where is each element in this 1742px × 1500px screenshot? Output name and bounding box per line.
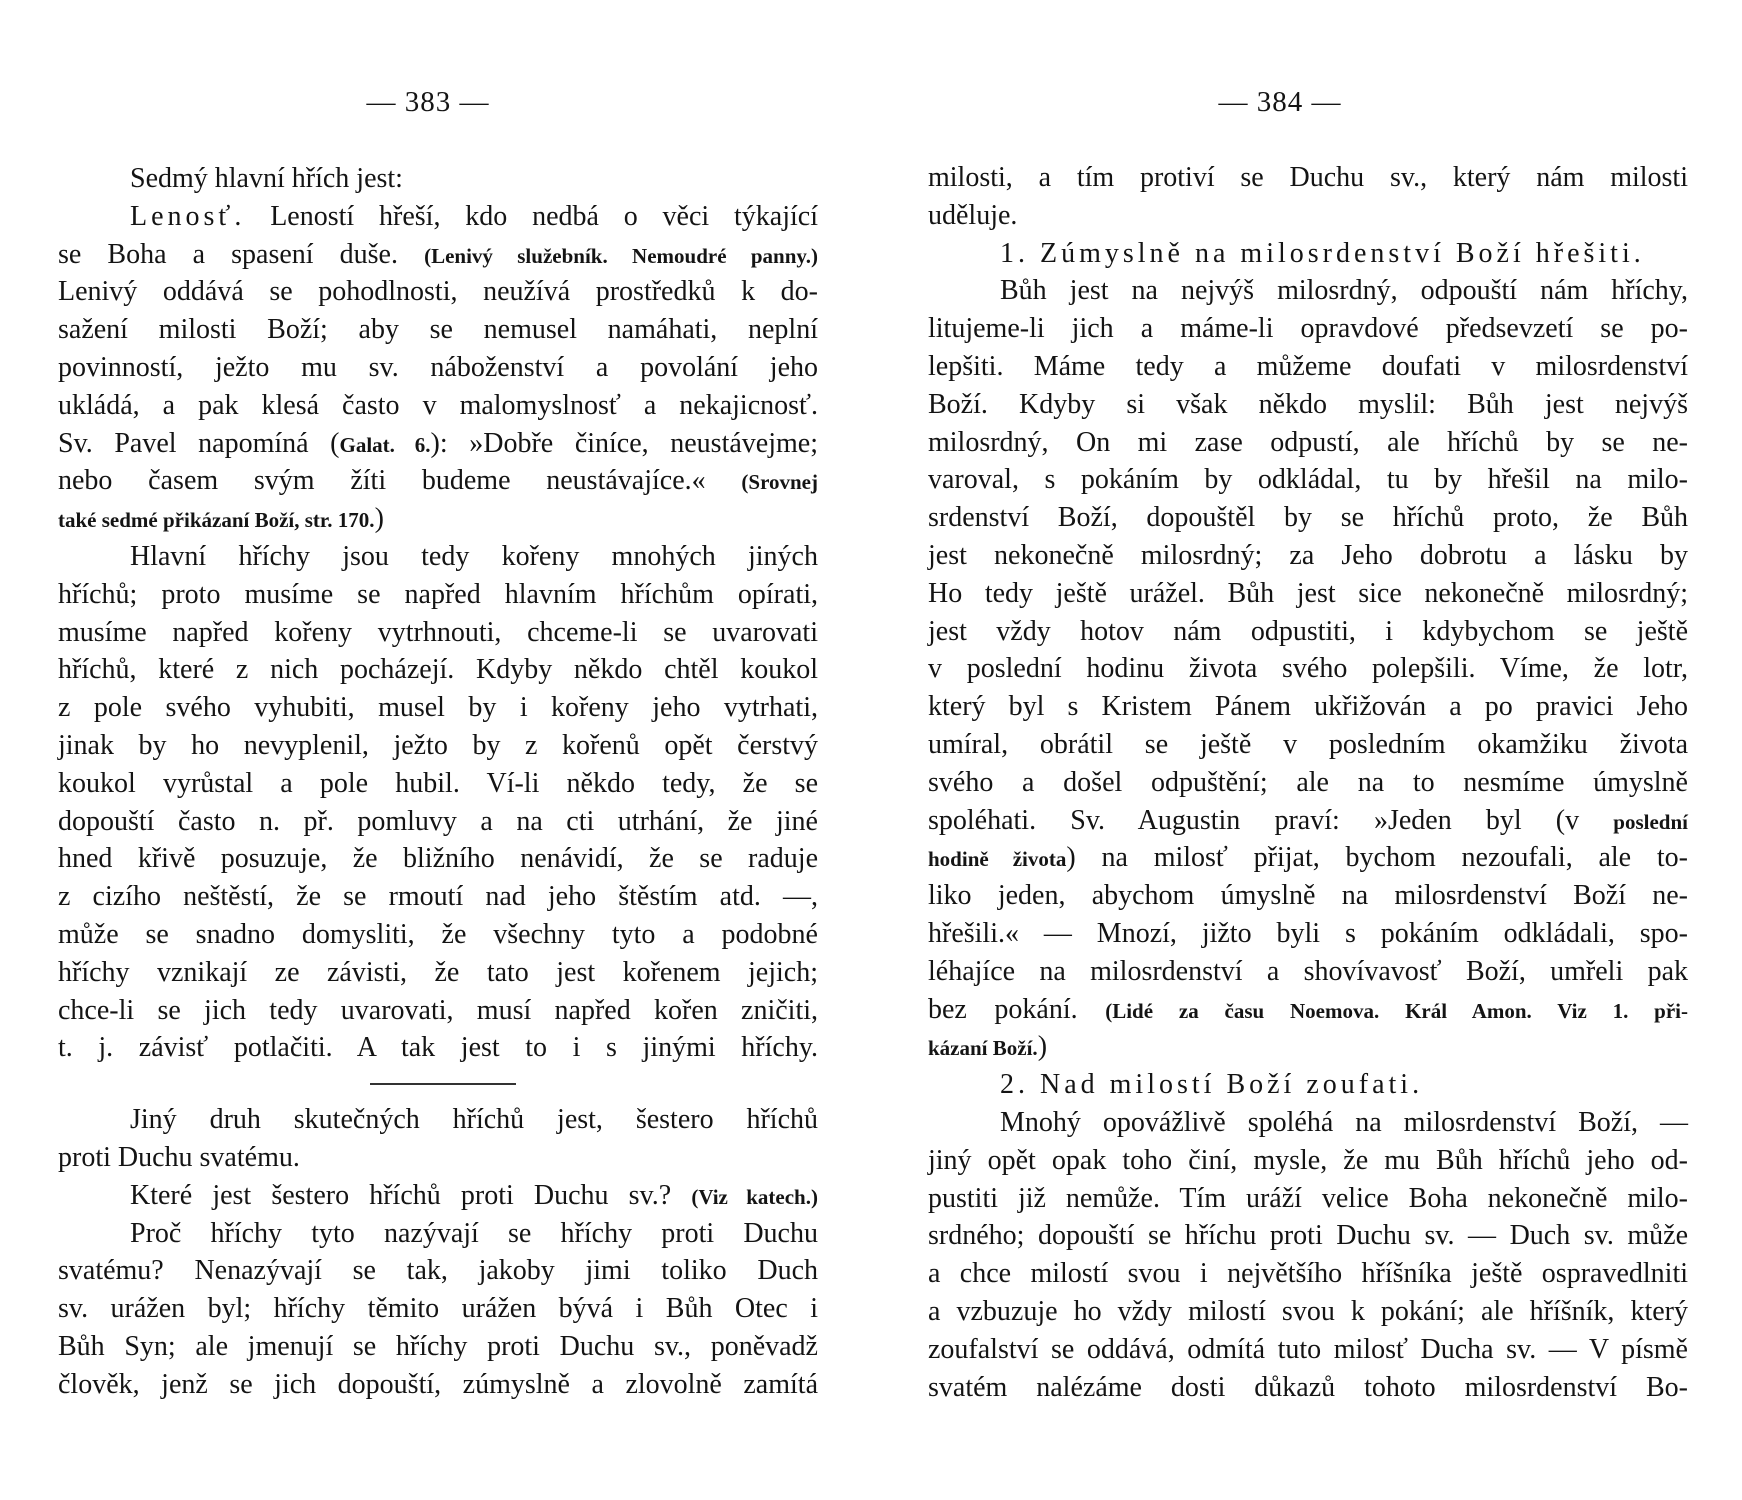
text-line: ukládá, a pak klesá často v malomyslnosť a nekajicnosť. <box>58 389 818 421</box>
text-line: se Boha a spasení duše. (Lenivý služebník. Nemoudré panny.) <box>58 238 818 270</box>
text-line: svatému? Nenazývají se tak, jakoby jimi toliko Duch <box>58 1255 818 1287</box>
text-line: srdenství Boží, dopouštěl by se hříchů proto, že Bůh <box>928 502 1688 534</box>
text-line: z cizího neštěstí, že se rmoutí nad jeho štěstím atd. —, <box>58 881 818 913</box>
text-line: Které jest šestero hříchů proti Duchu sv.? (Viz katech.) <box>130 1179 818 1211</box>
text-line: hříchy vznikají ze závisti, že tato jest kořenem jejich; <box>58 956 818 988</box>
text-line: a chce milostí svou i největšího hříšníka ještě ospravedlniti <box>928 1258 1688 1290</box>
text-line: Bůh Syn; ale jmenují se hříchy proti Duchu sv., poněvadž <box>58 1330 818 1362</box>
reference-note: také sedmé přikázaní Boží, str. 170. <box>58 508 375 533</box>
text-line: léhajíce na milosrdenství a shovívavosť Boží, umřeli pak <box>928 955 1688 987</box>
text-line: povinností, ježto mu sv. náboženství a povolání jeho <box>58 351 818 383</box>
page-number: — 384 — <box>1218 86 1342 118</box>
text-line: litujeme-li jich a máme-li opravdové předsevzetí se po- <box>928 313 1688 345</box>
text-line: jest vždy hotov nám odpustiti, i kdybychom se ještě <box>928 615 1688 647</box>
text-line: sv. urážen byl; hříchy těmito urážen bývá i Bůh Otec i <box>58 1293 818 1325</box>
text-line: Proč hříchy tyto nazývají se hříchy proti Duchu <box>130 1217 818 1249</box>
section-heading: 1. Zúmyslně na milosrdenství Boží hřešiti. <box>1000 237 1645 269</box>
text-line: liko jeden, abychom úmyslně na milosrdenství Boží ne- <box>928 880 1688 912</box>
reference-note: (Lidé za času Noemova. Král Amon. Viz 1. při- <box>1105 998 1689 1023</box>
text-line: nebo časem svým žíti budeme neustávajíce.« (Srovnej <box>58 465 818 497</box>
text-line: z pole svého vyhubiti, musel by i kořeny jeho vytrhati, <box>58 692 818 724</box>
text-line: srdného; dopouští se hříchu proti Duchu sv. — Duch sv. může <box>928 1220 1688 1252</box>
text-line: Hlavní hříchy jsou tedy kořeny mnohých jiných <box>130 540 818 572</box>
reference-note: (Viz katech.) <box>691 1184 818 1209</box>
text-line: Ho tedy ještě urážel. Bůh jest sice nekonečně milosrdný; <box>928 577 1688 609</box>
text-line: svatém nalézáme dosti důkazů tohoto milosrdenství Bo- <box>928 1371 1688 1403</box>
text-line: jinak by ho nevyplenil, ježto by z kořenů opět čerstvý <box>58 729 818 761</box>
text-line: musíme napřed kořeny vytrhnouti, chceme-li se uvarovati <box>58 616 818 648</box>
text-line: kázaní Boží.) <box>928 1031 1048 1063</box>
text-line: zoufalství se oddává, odmítá tuto milosť Ducha sv. — V písmě <box>928 1333 1688 1365</box>
text-line: svého a došel odpuštění; ale na to nesmíme úmyslně <box>928 766 1688 798</box>
text-line: dopouští často n. př. pomluvy a na cti utrhání, že jiné <box>58 805 818 837</box>
text-line: Sv. Pavel napomíná (Galat. 6.): »Dobře činíce, neustávejme; <box>58 427 818 459</box>
text-line: hříchů, které z nich pocházejí. Kdyby někdo chtěl koukol <box>58 654 818 686</box>
reference-note: (Lenivý služebník. Nemoudré panny.) <box>424 243 818 268</box>
page-text <box>58 160 818 1404</box>
reference-note: poslední <box>1613 809 1688 834</box>
text-line: hned křivě posuzuje, že bližního nenávidí, že se raduje <box>58 843 818 875</box>
text-line: koukol vyrůstal a pole hubil. Ví-li někdo tedy, že se <box>58 767 818 799</box>
section-heading: 2. Nad milostí Boží zoufati. <box>1000 1069 1424 1101</box>
text-line: milosti, a tím protiví se Duchu sv., který nám milosti <box>928 162 1688 193</box>
text-line: hřešili.« — Mnozí, jižto byli s pokáním odkládali, spo- <box>928 917 1688 949</box>
page-text <box>928 159 1688 1406</box>
text-line: Mnohý opovážlivě spoléhá na milosrdenství Boží, — <box>1000 1106 1688 1138</box>
text-line: pustiti již nemůže. Tím uráží velice Boha nekonečně milo- <box>928 1182 1688 1214</box>
text-line: umíral, obrátil se ještě v posledním okamžiku života <box>928 728 1688 760</box>
text-line: varoval, s pokáním by odkládal, tu by hřešil na milo- <box>928 464 1688 496</box>
text-line: a vzbuzuje ho vždy milostí svou k pokání; ale hříšník, který <box>928 1295 1688 1327</box>
spaced-term: Lenosť. <box>130 200 246 232</box>
text-line: spoléhati. Sv. Augustin praví: »Jeden byl (v poslední <box>928 804 1688 836</box>
text-line: Boží. Kdyby si však někdo myslil: Bůh jest nejvýš <box>928 388 1688 420</box>
text-line: Sedmý hlavní hřích jest: <box>130 163 403 194</box>
reference-note: hodině života <box>928 847 1067 872</box>
text-line: hříchů; proto musíme se napřed hlavním hříchům opírati, <box>58 578 818 610</box>
text-line: bez pokání. (Lidé za času Noemova. Král Amon. Viz 1. při- <box>928 993 1689 1025</box>
text-line: Lenosť. Leností hřeší, kdo nedbá o věci týkající <box>130 200 818 232</box>
text-line: milosrdný, On mi zase odpustí, ale hříchů by se ne- <box>928 426 1688 458</box>
text-line: sažení milosti Boží; aby se nemusel namáhati, neplní <box>58 314 818 346</box>
text-line: jest nekonečně milosrdný; za Jeho dobrotu a lásku by <box>928 539 1688 571</box>
text-line: lepšiti. Máme tedy a můžeme doufati v milosrdenství <box>928 350 1688 382</box>
text-line: chce-li se jich tedy uvarovati, musí napřed kořen zničiti, <box>58 994 818 1026</box>
text-line: v poslední hodinu života svého polepšili. Víme, že lotr, <box>928 653 1688 685</box>
text-line: uděluje. <box>928 199 1018 231</box>
text-line: který byl s Kristem Pánem ukřižován a po pravici Jeho <box>928 691 1688 723</box>
text-line: také sedmé přikázaní Boží, str. 170.) <box>58 503 384 535</box>
section-divider <box>370 1083 516 1085</box>
text-line: člověk, jenž se jich dopouští, zúmyslně a zlovolně zamítá <box>58 1368 818 1400</box>
reference-note: Galat. 6. <box>339 432 431 457</box>
text-line: může se snadno domysliti, že všechny tyto a podobné <box>58 918 818 950</box>
reference-note: (Srovnej <box>741 470 818 495</box>
text-line: proti Duchu svatému. <box>58 1141 300 1173</box>
text-line: Bůh jest na nejvýš milosrdný, odpouští nám hříchy, <box>1000 275 1688 307</box>
text-line: jiný opět opak toho činí, mysle, že mu Bůh hříchů jeho od- <box>928 1144 1688 1176</box>
text-line: t. j. závisť potlačiti. A tak jest to i s jinými hříchy. <box>58 1032 818 1064</box>
text-line: Lenivý oddává se pohodlnosti, neužívá prostředků k do- <box>58 276 818 308</box>
page-number: — 383 — <box>366 86 490 118</box>
text-line: Jiný druh skutečných hříchů jest, šestero hříchů <box>130 1104 818 1136</box>
text-line: hodině života) na milosť přijat, bychom nezoufali, ale to- <box>928 842 1688 874</box>
reference-note: kázaní Boží. <box>928 1036 1038 1061</box>
